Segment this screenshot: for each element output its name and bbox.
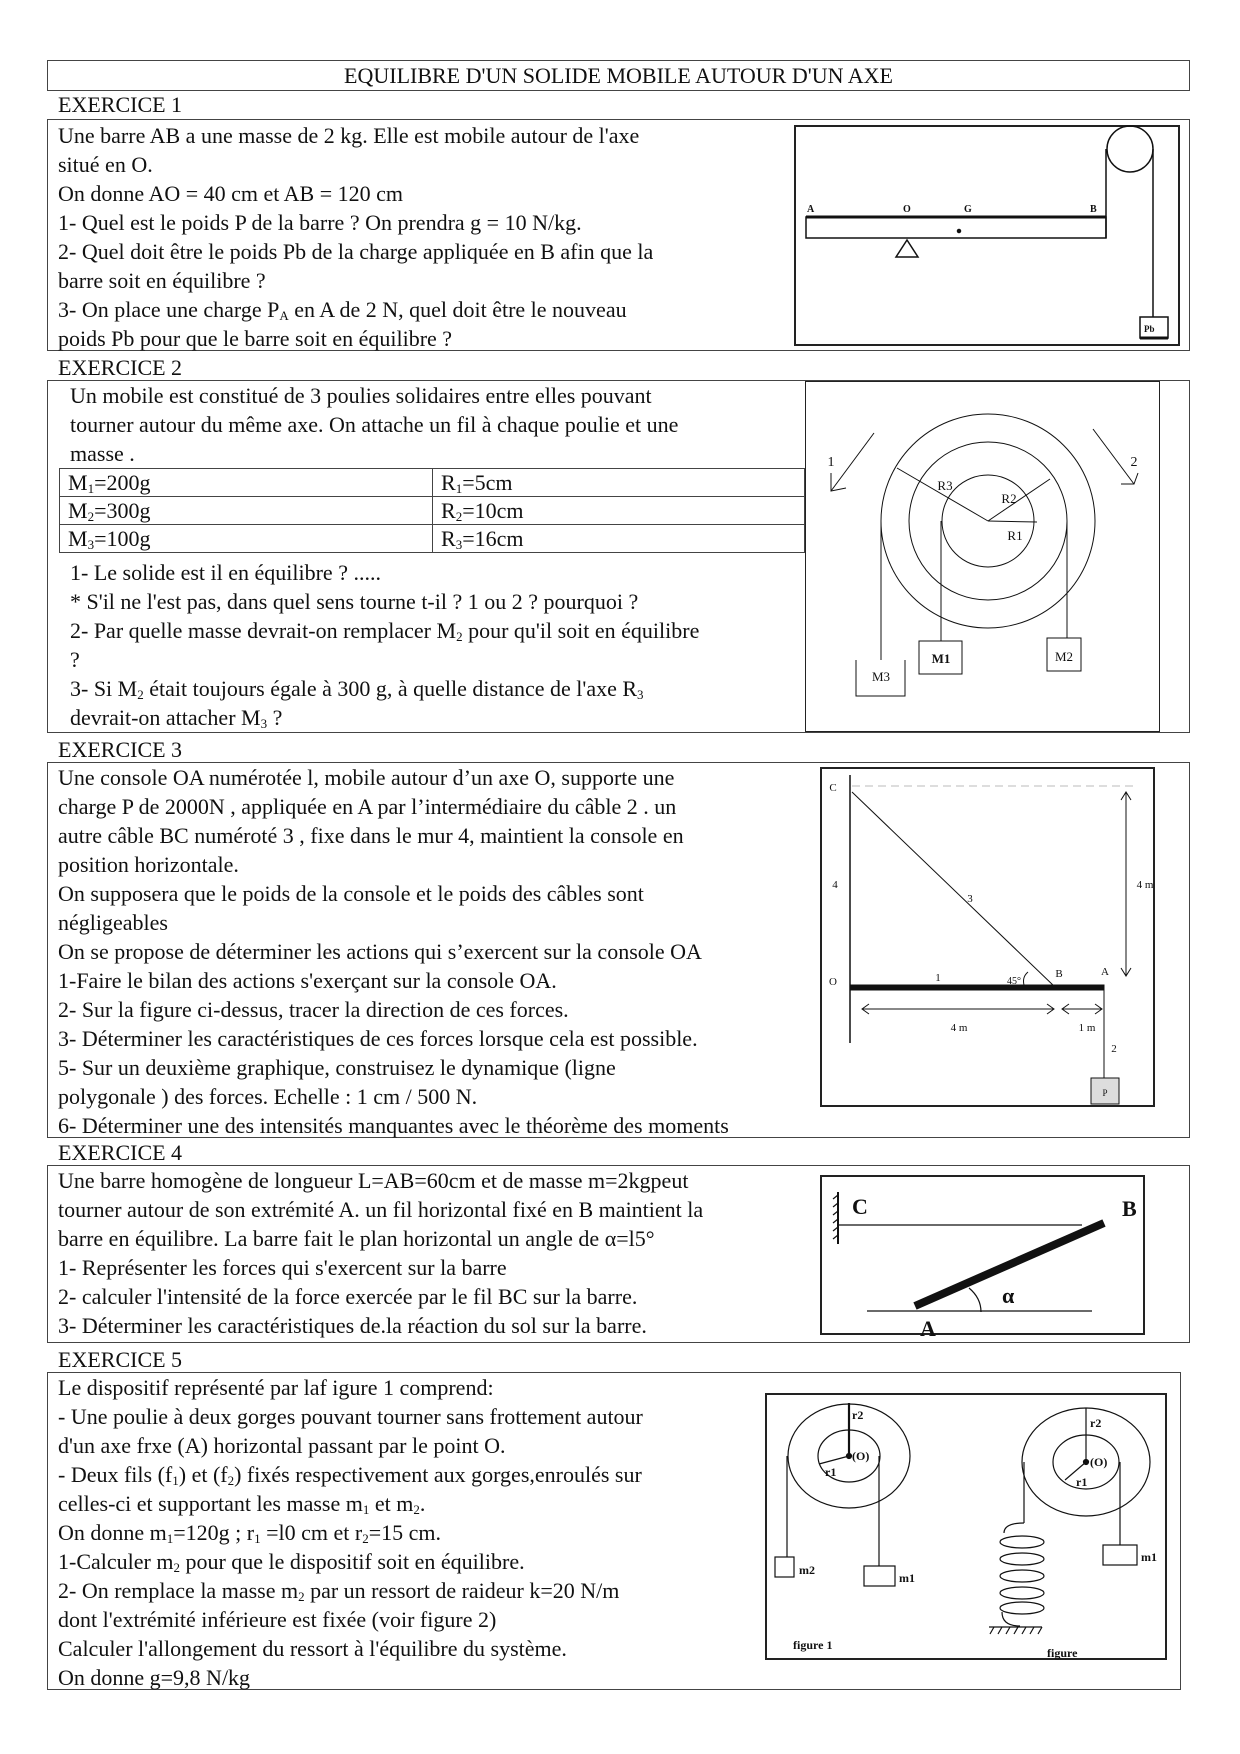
text-run: 1- Le solide est il en équilibre ? ..... [70, 560, 381, 585]
text-run: 1-Faire le bilan des actions s'exerçant sur la console OA. [58, 968, 557, 993]
label-cable-2: 2 [1111, 1043, 1117, 1055]
text-line [58, 324, 653, 353]
label-p: P [1102, 1088, 1108, 1098]
table-row [60, 469, 805, 497]
text-line [70, 439, 678, 468]
text-line [58, 937, 729, 966]
exercise-5-text [58, 1373, 643, 1692]
text-line [58, 1663, 643, 1692]
text-line [58, 1224, 703, 1253]
text-run: masse . [70, 441, 135, 466]
text-run: =16cm [462, 525, 524, 551]
text-run: Le dispositif représenté par laf igure 1 comprend: [58, 1375, 494, 1400]
mass-m1-fig2 [1103, 1545, 1137, 1565]
label-r2-fig2: r2 [1090, 1416, 1102, 1430]
text-run: dont l'extrémité inférieure est fixée (voir figure 2) [58, 1607, 497, 1632]
text-run: 3- Si M [70, 676, 138, 701]
label-direction-2: 2 [1130, 455, 1138, 470]
subscript: 2 [413, 1502, 420, 1517]
label-b: B [1090, 204, 1097, 215]
inclined-bar-diagram [822, 1177, 1147, 1341]
text-run: tourner autour du même axe. On attache un fil à chaque poulie et une [70, 412, 679, 437]
text-line [58, 1634, 643, 1663]
table-cell [433, 525, 805, 553]
label-r1-fig2: r1 [1076, 1475, 1088, 1489]
label-wall: 4 [832, 879, 838, 891]
data-table [59, 468, 805, 553]
table-row [60, 525, 805, 553]
text-run: ? [267, 705, 283, 730]
label-o: O [903, 204, 911, 215]
text-line [58, 1489, 643, 1518]
text-line [58, 1402, 643, 1431]
text-run: polygonale ) des forces. Echelle : 1 cm / 500 N. [58, 1084, 478, 1109]
text-line [58, 1024, 729, 1053]
table-cell [433, 469, 805, 497]
text-line [58, 150, 653, 179]
label-cable-3: 3 [967, 893, 973, 905]
arrow-direction-1 [831, 433, 874, 491]
caption-figure-2: figure [1047, 1646, 1078, 1660]
center-of-gravity [958, 230, 961, 233]
text-run: position horizontale. [58, 852, 239, 877]
text-run: 6- Déterminer une des intensités manquantes avec le théorème des moments [58, 1113, 729, 1138]
exercise-3-figure [820, 767, 1155, 1107]
text-run: On supposera que le poids de la console et le poids des câbles sont [58, 881, 644, 906]
double-pulley-diagram [767, 1395, 1169, 1662]
text-run: par un ressort de raideur k=20 N/m [304, 1578, 620, 1603]
text-line [58, 266, 653, 295]
text-line [70, 587, 699, 616]
subscript: 1 [362, 1502, 370, 1517]
exercise-4-label: EXERCICE 4 [58, 1140, 183, 1165]
subscript: 1 [254, 1531, 261, 1546]
text-run: 2- On remplace la masse m [58, 1578, 299, 1603]
exercise-2-label: EXERCICE 2 [58, 355, 183, 380]
label-b: B [1055, 968, 1063, 980]
subscript: 3 [87, 536, 95, 552]
text-run: 3- Déterminer les caractéristiques de ces forces lorsque cela est possible. [58, 1026, 698, 1051]
label-console-1: 1 [935, 972, 941, 984]
text-run: =100g [94, 525, 151, 551]
text-run: Un mobile est constitué de 3 poulies solidaires entre elles pouvant [70, 383, 652, 408]
exercise-1-text [58, 121, 653, 353]
label-r2: R2 [1001, 491, 1017, 506]
exercise-2-intro [70, 381, 678, 468]
page-title: EQUILIBRE D'UN SOLIDE MOBILE AUTOUR D'UN AXE [47, 60, 1190, 91]
angle-arc [969, 1288, 981, 1312]
exercise-5-label: EXERCICE 5 [58, 1347, 183, 1372]
label-c: C [829, 782, 837, 794]
mass-m2 [775, 1557, 794, 1577]
lever-diagram [796, 127, 1182, 348]
exercise-5-figure [765, 1393, 1167, 1660]
text-run: On donne m [58, 1520, 167, 1545]
label-length-ob: 4 m [950, 1022, 968, 1034]
text-line [58, 1605, 643, 1634]
text-run: Une barre AB a une masse de 2 kg. Elle est mobile autour de l'axe [58, 123, 640, 148]
text-line [58, 121, 653, 150]
subscript: 1 [455, 480, 463, 496]
label-m1: m1 [899, 1571, 915, 1585]
text-run: négligeables [58, 910, 168, 935]
text-line [58, 908, 729, 937]
subscript: 3 [455, 536, 463, 552]
label-o: (O) [852, 1449, 870, 1463]
subscript: 1 [172, 1473, 179, 1488]
text-line [58, 1518, 643, 1547]
text-run: Une console OA numérotée l, mobile autour d’un axe O, supporte une [58, 765, 675, 790]
text-run: - Deux fils (f [58, 1462, 173, 1487]
text-line [58, 792, 729, 821]
pivot-triangle [896, 240, 918, 257]
text-run: 2- Sur la figure ci-dessus, tracer la direction de ces forces. [58, 997, 569, 1022]
text-run: =10cm [462, 497, 524, 523]
text-run: ) et (f [178, 1462, 228, 1487]
text-line [58, 763, 729, 792]
text-run: 3- Déterminer les caractéristiques de.la réaction du sol sur la barre. [58, 1313, 647, 1338]
exercise-2-questions [70, 558, 699, 732]
subscript: 2 [362, 1531, 369, 1546]
text-line [58, 995, 729, 1024]
text-run: d'un axe frxe (A) horizontal passant par le point O. [58, 1433, 506, 1458]
text-run: 2- calculer l'intensité de la force exercée par le fil BC sur la barre. [58, 1284, 638, 1309]
table-cell [60, 469, 433, 497]
figure-1-pulley [775, 1403, 910, 1586]
text-line [58, 1431, 643, 1460]
caption-figure-1: figure 1 [793, 1638, 833, 1652]
text-line [70, 703, 699, 732]
text-run: Calculer l'allongement du ressort à l'équilibre du système. [58, 1636, 567, 1661]
text-run: 2- Par quelle masse devrait-on remplacer M [70, 618, 457, 643]
label-m2: m2 [799, 1563, 815, 1577]
text-line [58, 1547, 643, 1576]
text-run: 5- Sur un deuxième graphique, construisez le dynamique (ligne [58, 1055, 616, 1080]
text-line [58, 208, 653, 237]
text-run: et m [369, 1491, 414, 1516]
text-line [58, 1311, 703, 1340]
label-a: A [1101, 966, 1109, 978]
label-angle: 45° [1007, 976, 1021, 987]
text-run: =l0 cm et r [260, 1520, 363, 1545]
text-line [58, 1166, 703, 1195]
label-c: C [852, 1194, 868, 1219]
bar-ab [806, 217, 1106, 238]
text-run: en A de 2 N, quel doit être le nouveau [288, 297, 627, 322]
label-pb: Pb [1144, 324, 1155, 334]
text-line [70, 381, 678, 410]
label-r2: r2 [852, 1408, 864, 1422]
label-r1: R1 [1007, 528, 1023, 543]
text-run: Une barre homogène de longueur L=AB=60cm et de masse m=2kgpeut [58, 1168, 689, 1193]
subscript: 2 [455, 508, 463, 524]
text-run: devrait-on attacher M [70, 705, 261, 730]
text-run: * S'il ne l'est pas, dans quel sens tourne t-il ? 1 ou 2 ? pourquoi ? [70, 589, 639, 614]
text-run: =300g [94, 497, 151, 523]
text-line [58, 1576, 643, 1605]
label-height: 4 m [1136, 879, 1154, 891]
table-row [60, 497, 805, 525]
table-cell [60, 497, 433, 525]
text-line [58, 821, 729, 850]
subscript: 2 [227, 1473, 235, 1488]
text-line [58, 237, 653, 266]
cable-3 [852, 792, 1055, 987]
text-run: M [68, 497, 88, 523]
text-line [58, 966, 729, 995]
pulley [1107, 126, 1153, 172]
text-run: 3- On place une charge P [58, 297, 280, 322]
text-run: tourner autour de son extrémité A. un fil horizontal fixé en B maintient la [58, 1197, 704, 1222]
subscript: 3 [637, 687, 644, 702]
exercise-4-text [58, 1166, 703, 1340]
text-run: ) fixés respectivement aux gorges,enroulés sur [234, 1462, 642, 1487]
text-line [58, 850, 729, 879]
text-line [58, 179, 653, 208]
subscript: 3 [260, 716, 268, 731]
pulleys-diagram [806, 382, 1161, 733]
text-run: 1- Quel est le poids P de la barre ? On prendra g = 10 N/kg. [58, 210, 582, 235]
label-alpha: α [1002, 1283, 1015, 1308]
text-run: =5cm [462, 469, 513, 495]
label-b: B [1122, 1196, 1137, 1221]
label-m1-fig2: m1 [1141, 1550, 1157, 1564]
label-length-ba: 1 m [1078, 1022, 1096, 1034]
text-line [58, 1053, 729, 1082]
label-a: A [920, 1316, 936, 1341]
text-run: R [441, 525, 456, 551]
figure-2-pulley [989, 1408, 1150, 1634]
table-cell [433, 497, 805, 525]
text-run: M [68, 469, 88, 495]
text-line [58, 879, 729, 908]
exercise-2-figure [805, 381, 1160, 732]
subscript: 1 [87, 480, 95, 496]
text-run: =200g [94, 469, 151, 495]
text-run: =15 cm. [368, 1520, 442, 1545]
text-run: était toujours égale à 300 g, à quelle distance de l'axe R [143, 676, 638, 701]
subscript: 1 [166, 1531, 174, 1546]
text-run: =120g ; r [173, 1520, 255, 1545]
label-r1: r1 [825, 1465, 837, 1479]
text-line [70, 410, 678, 439]
spring [1000, 1523, 1044, 1626]
subscript: 2 [456, 629, 463, 644]
text-line [58, 1460, 643, 1489]
text-run: 1- Représenter les forces qui s'exercent sur la barre [58, 1255, 507, 1280]
text-line [70, 674, 699, 703]
text-line [70, 616, 699, 645]
text-run: barre soit en équilibre ? [58, 268, 266, 293]
label-g: G [964, 204, 972, 215]
text-run: celles-ci et supportant les masse m [58, 1491, 363, 1516]
text-run: autre câble BC numéroté 3 , fixe dans le mur 4, maintient la console en [58, 823, 684, 848]
text-run: pour que le dispositif soit en équilibre. [179, 1549, 525, 1574]
text-run: 1-Calculer m [58, 1549, 174, 1574]
label-m1: M1 [931, 651, 951, 666]
subscript: 2 [87, 508, 95, 524]
exercise-3-text [58, 763, 729, 1140]
text-line [58, 1195, 703, 1224]
console-1 [850, 985, 1104, 990]
exercise-4-figure [820, 1175, 1145, 1341]
text-run: On donne AO = 40 cm et AB = 120 cm [58, 181, 404, 206]
subscript: 2 [173, 1560, 180, 1575]
text-run: R [441, 497, 456, 523]
console-diagram [822, 769, 1157, 1109]
table-cell [60, 525, 433, 553]
text-line [70, 558, 699, 587]
text-line [58, 1253, 703, 1282]
text-run: On se propose de déterminer les actions qui s’exercent sur la console OA [58, 939, 702, 964]
text-line [58, 1282, 703, 1311]
label-m2: M2 [1054, 649, 1074, 664]
text-line [58, 1082, 729, 1111]
label-a: A [807, 204, 815, 215]
text-run: - Une poulie à deux gorges pouvant tourner sans frottement autour [58, 1404, 643, 1429]
label-direction-1: 1 [827, 455, 835, 470]
label-r3: R3 [937, 478, 953, 493]
text-line [58, 1111, 729, 1140]
text-run: charge P de 2000N , appliquée en A par l’intermédiaire du câble 2 . un [58, 794, 677, 819]
label-o-fig2: (O) [1090, 1455, 1108, 1469]
text-run: . [419, 1491, 426, 1516]
text-run: poids Pb pour que le barre soit en équilibre ? [58, 326, 453, 351]
text-run: pour qu'il soit en équilibre [462, 618, 700, 643]
exercise-1-label: EXERCICE 1 [58, 92, 183, 117]
text-run: M [68, 525, 88, 551]
subscript: A [279, 308, 289, 323]
mass-m1 [864, 1566, 895, 1586]
label-m3: M3 [871, 669, 891, 684]
text-line [58, 295, 653, 324]
subscript: 2 [137, 687, 144, 702]
text-run: 2- Quel doit être le poids Pb de la charge appliquée en B afin que la [58, 239, 654, 264]
text-run: situé en O. [58, 152, 153, 177]
text-line [58, 1373, 643, 1402]
text-line [70, 645, 699, 674]
text-run: R [441, 469, 456, 495]
subscript: 2 [298, 1589, 305, 1604]
exercise-1-figure [794, 125, 1180, 346]
text-run: On donne g=9,8 N/kg [58, 1665, 251, 1690]
label-o: O [829, 976, 837, 988]
exercise-3-label: EXERCICE 3 [58, 737, 183, 762]
text-run: barre en équilibre. La barre fait le plan horizontal un angle de α=l5° [58, 1226, 655, 1251]
text-run: ? [70, 647, 80, 672]
